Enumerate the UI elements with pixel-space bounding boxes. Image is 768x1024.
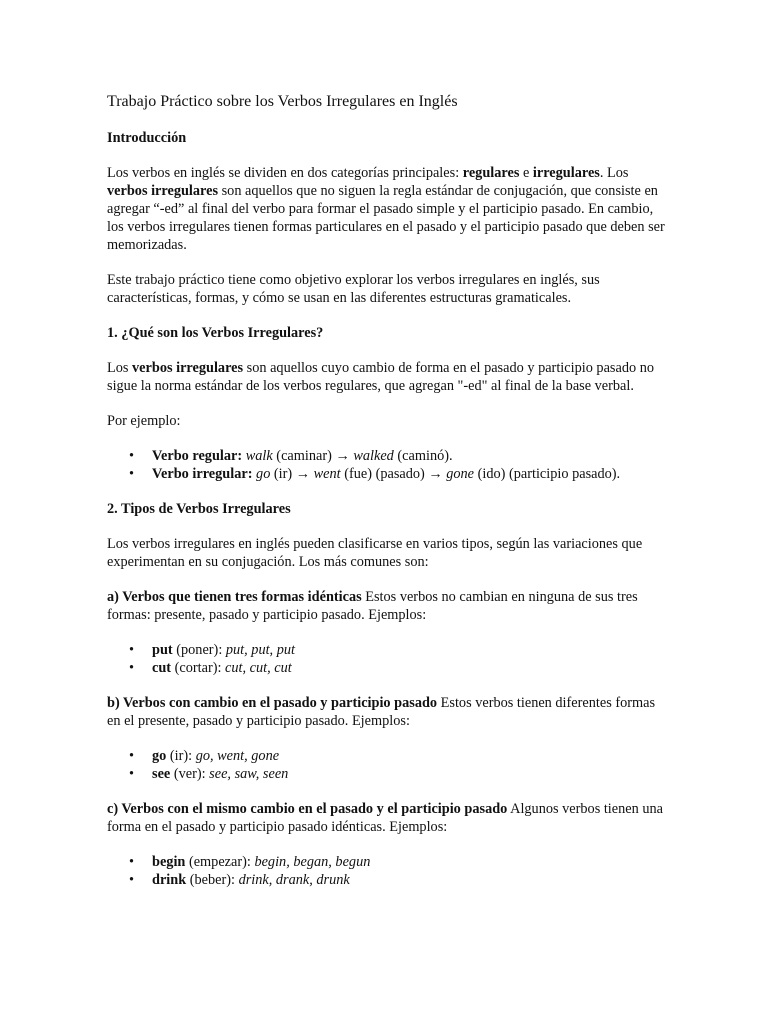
subsection-b-list [107,747,667,783]
bold-term-regulares: regulares [462,165,520,181]
text-run: (ir): [166,748,196,764]
text-run: son aquellos que no siguen la regla estándar de conjugación, que consiste en agregar “-ed” al final del verbo para formar el pasado simple y el participio pasado. En cambio, los verbos irregulares tienen formas particulares en el pasado y el participio pasado que deben ser memorizadas. [107,183,665,253]
subsection-a-label: a) Verbos que tienen tres formas idénticas [107,589,362,605]
text-run: (ir) → [270,466,314,482]
intro-paragraph-2: Este trabajo práctico tiene como objetivo explorar los verbos irregulares en inglés, sus características, formas, y cómo se usan en las diferentes estructuras gramaticales. [107,272,600,306]
italic-word: went [313,466,341,482]
verb: cut [152,660,172,676]
list-item [107,765,667,783]
list-item [107,447,667,465]
italic-word: walk [245,448,273,464]
subsection-c-list [107,853,667,889]
text-run: Estos verbos tienen diferentes formas en el presente, pasado y participio pasado. Ejemplos: [107,695,656,729]
intro-heading: Introducción [107,130,187,146]
text-run: (beber): [186,872,239,888]
example-list [107,447,667,483]
list-item [107,641,667,659]
bold-term-irregulares: irregulares [532,165,600,181]
italic-word: walked [353,448,394,464]
verb: go [152,748,167,764]
subsection-c-label: c) Verbos con el mismo cambio en el pasado y el participio pasado [107,801,508,817]
subsection-b-paragraph [107,694,667,730]
text-run: (fue) (pasado) → [340,466,447,482]
item-label: Verbo regular: [152,448,243,464]
text-run: (cortar): [171,660,226,676]
document-title: Trabajo Práctico sobre los Verbos Irregulares en Inglés [107,93,458,110]
subsection-a-list [107,641,667,677]
text-run: son aquellos cuyo cambio de forma en el pasado y participio pasado no sigue la norma estándar de los verbos regulares, que agregan "-ed" al final de la base verbal. [107,360,654,394]
text-run: (empezar): [185,854,255,870]
verb-forms: cut, cut, cut [225,660,292,676]
section-1-heading: 1. ¿Qué son los Verbos Irregulares? [107,325,324,341]
text-run: (ido) (participio pasado). [474,466,621,482]
document-body [107,92,667,906]
text-run: Los [107,360,133,376]
intro-paragraph-1 [107,164,667,254]
verb-forms: go, went, gone [195,748,280,764]
list-item [107,871,667,889]
list-item [107,465,667,483]
italic-word: gone [446,466,475,482]
subsection-a-paragraph [107,588,667,624]
verb-forms: drink, drank, drunk [238,872,350,888]
section-2-intro: Los verbos irregulares en inglés pueden clasificarse en varios tipos, según las variaciones que experimentan en su conjugación. Los más comunes son: [107,536,643,570]
text-run: Los verbos en inglés se dividen en dos categorías principales: [107,165,463,181]
text-run: (ver): [170,766,210,782]
text-run: . Los [599,165,629,181]
bold-term: verbos irregulares [132,360,244,376]
subsection-c-paragraph [107,800,667,836]
list-item [107,659,667,677]
section-1-paragraph-1 [107,359,667,395]
section-2-heading: 2. Tipos de Verbos Irregulares [107,501,291,517]
verb-forms: see, saw, seen [209,766,289,782]
verb-forms: begin, began, begun [254,854,371,870]
verb: put [152,642,173,658]
verb: begin [152,854,186,870]
italic-word: go [256,466,271,482]
subsection-b-label: b) Verbos con cambio en el pasado y participio pasado [107,695,438,711]
verb: drink [152,872,187,888]
text-run: (poner): [172,642,226,658]
item-label: Verbo irregular: [152,466,253,482]
section-1-paragraph-2: Por ejemplo: [107,413,181,429]
text-run: (caminar) → [272,448,354,464]
text-run: Algunos verbos tienen una forma en el pasado y participio pasado idénticas. Ejemplos: [107,801,663,835]
verb: see [152,766,171,782]
text-run: Estos verbos no cambian en ninguna de sus tres formas: presente, pasado y participio pasado. Ejemplos: [107,589,638,623]
bold-term-verbos-irregulares: verbos irregulares [107,183,219,199]
list-item [107,853,667,871]
list-item [107,747,667,765]
verb-forms: put, put, put [225,642,295,658]
text-run: e [519,165,533,181]
text-run: (caminó). [393,448,453,464]
